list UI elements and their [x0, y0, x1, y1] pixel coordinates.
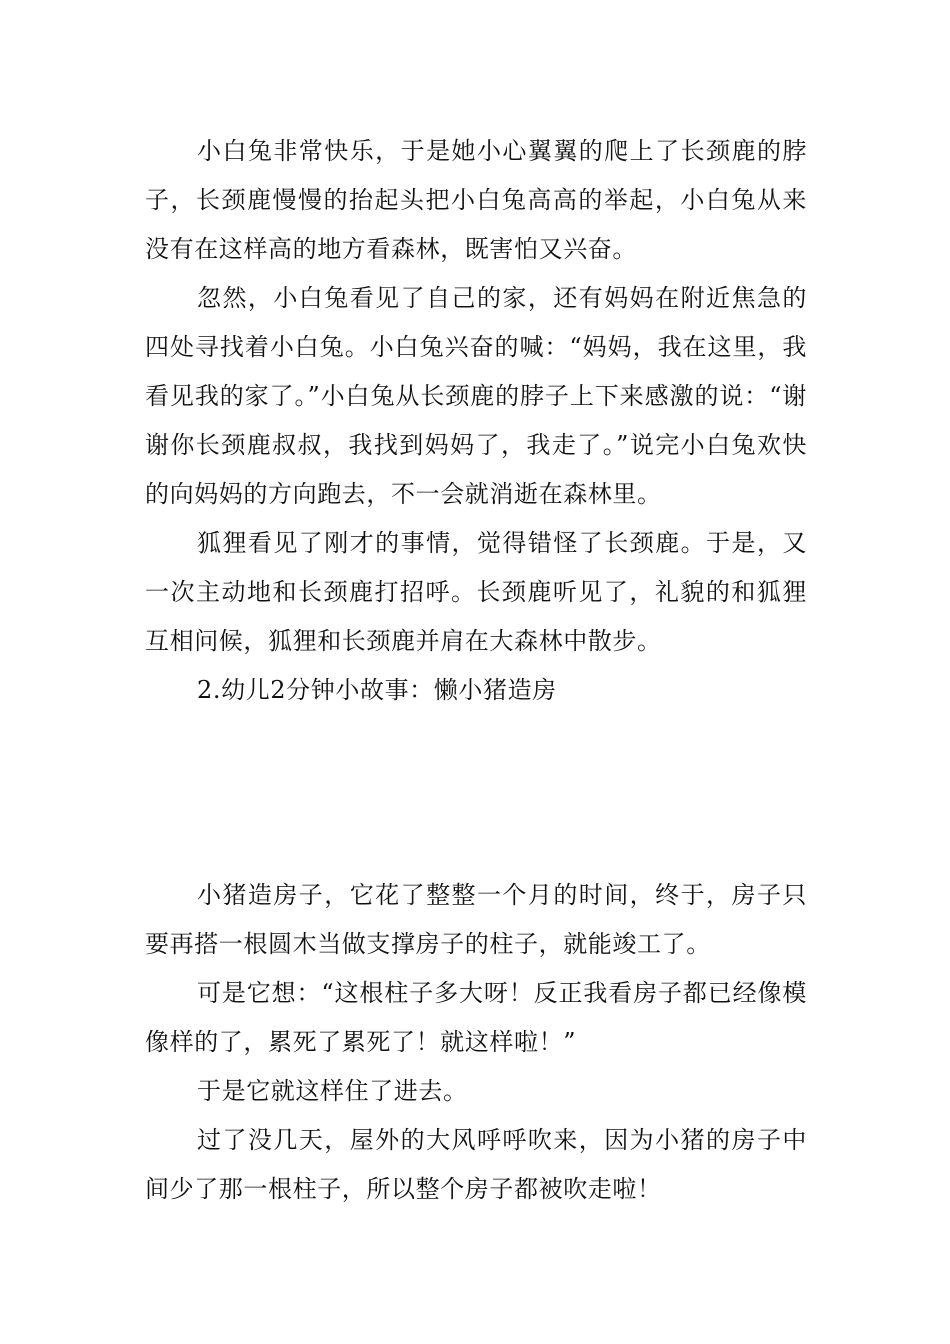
paragraph-pig-house: 小猪造房子，它花了整整一个月的时间，终于，房子只要再搭一根圆木当做支撑房子的柱子，就能竣工了。 — [145, 881, 807, 958]
paragraph-rabbit-giraffe: 小白兔非常快乐，于是她小心翼翼的爬上了长颈鹿的脖子，长颈鹿慢慢的抬起头把小白兔高高的举起，小白兔从来没有在这样高的地方看森林，既害怕又兴奋。 — [145, 137, 807, 263]
paragraph-rabbit-home: 忽然，小白兔看见了自己的家，还有妈妈在附近焦急的四处寻找着小白兔。小白兔兴奋的喊：“妈妈，我在这里，我看见我的家了。”小白兔从长颈鹿的脖子上下来感激的说：“谢谢你长颈鹿叔叔，我找到妈妈了，我走了。”说完小白兔欢快的向妈妈的方向跑去，不一会就消逝在森林里。 — [145, 284, 807, 508]
section-heading: 2.幼儿2分钟小故事：懒小猪造房 — [197, 676, 557, 704]
paragraph-pig-thought: 可是它想：“这根柱子多大呀！反正我看房子都已经像模像样的了，累死了累死了！就这样啦！” — [145, 979, 807, 1056]
story-section-1 — [145, 127, 807, 715]
paragraph-pig-moved-in: 于是它就这样住了进去。 — [197, 1077, 468, 1105]
paragraph-fox-giraffe: 狐狸看见了刚才的事情，觉得错怪了长颈鹿。于是，又一次主动地和长颈鹿打招呼。长颈鹿听见了，礼貌的和狐狸互相问候，狐狸和长颈鹿并肩在大森林中散步。 — [145, 529, 807, 655]
story-section-2 — [145, 871, 807, 1214]
paragraph-wind: 过了没几天，屋外的大风呼呼吹来，因为小猪的房子中间少了那一根柱子，所以整个房子都被吹走啦！ — [145, 1126, 807, 1203]
